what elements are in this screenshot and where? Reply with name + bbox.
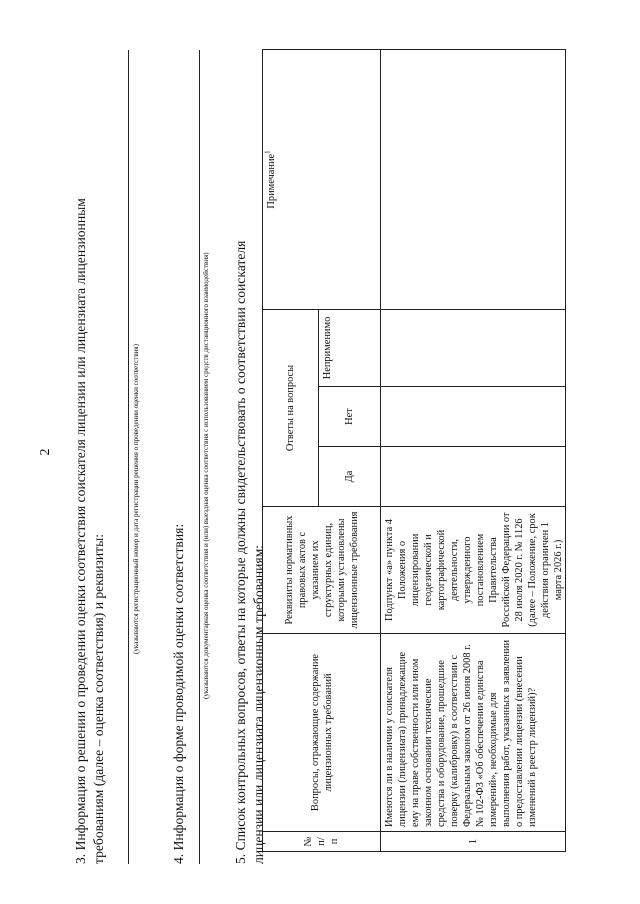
checklist-table [262,49,566,852]
row-question: Имеются ли в наличии у соискателя лицензии (лицензиата) принадлежащие ему на праве собственности или ином законном основании технические средства и оборудование, прошедшие поверку (калибровку) в соответствии с Федеральным законом от 26 июня 2008 г. № 102-ФЗ «Об обеспечении единства измерений», необходимые для выполнения работ, указанных в заявлении о предоставлении лицензии (внесении изменений в реестр лицензий)? [381,634,566,832]
section3-heading-line1: 3. Информация о решении о проведении оценки соответствия соискателя лицензии или лицензиата лицензионным [73,198,88,864]
section4-caption: (указываются документарная оценка соответствия и (или) выездная оценка соответствия с использованием средств дистанционного взаимодействия) [202,252,210,699]
row-num: 1 [381,832,566,852]
section3-fill-line [128,50,129,864]
header-no: Нет [319,387,381,447]
row-yes-cell[interactable] [381,447,566,507]
table-row [381,49,566,851]
section5-heading-line2: лицензии или лицензиата лицензионным требованиям: [251,544,266,864]
row-requisites: Подпункт «а» пункта 4 Положения о лицензировании геодезической и картографической деятельности, утвержденного постановлением Правительства Российской Федерации от 28 июля 2020 г. № 1126 (далее – Положение, срок действия ограничен 1 марта 2026 г.) [381,507,566,634]
row-na-cell[interactable] [381,309,566,386]
header-num: № п/п [263,832,381,852]
section3-heading-line2: требованиям (далее – оценка соответствия) и реквизиты: [91,534,106,864]
header-note: Примечание$^1$ [263,49,381,309]
header-questions: Вопросы, отражающие содержание лицензионных требований [263,634,381,832]
header-answers: Ответы на вопросы [263,309,319,506]
row-note-cell[interactable] [381,49,566,309]
header-na: Неприменимо [319,309,381,386]
section4-heading: 4. Информация о форме проводимой оценки соответствия: [171,523,186,864]
page-number: 2 [38,448,53,456]
section3-caption: (указываются регистрационный номер и дата регистрации решения о проведении оценки соответствия) [132,344,140,654]
header-yes: Да [319,447,381,507]
table-header-row [263,49,319,851]
header-requisites: Реквизиты нормативных правовых актов с указанием их структурных единиц, которыми установлены лицензионные требования [263,507,381,634]
row-no-cell[interactable] [381,387,566,447]
section4-fill-line [199,50,200,864]
section5-heading-line1: 5. Список контрольных вопросов, ответы на которые должны свидетельствовать о соответствии соискателя [233,240,248,864]
